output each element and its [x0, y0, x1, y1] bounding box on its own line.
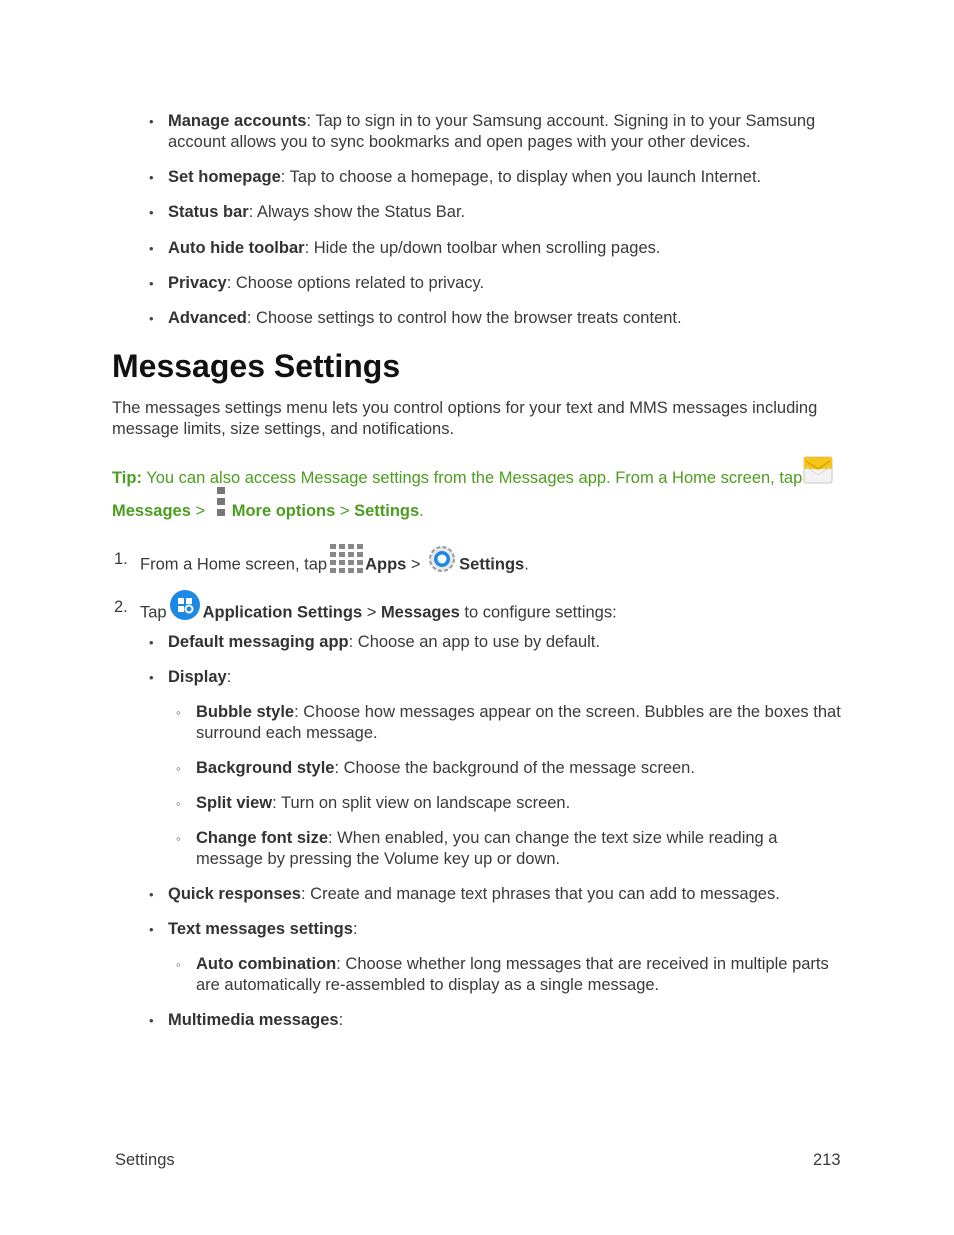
- intro-paragraph: The messages settings menu lets you control options for your text and MMS messages including message limits, size settings, and notifications.: [112, 399, 818, 438]
- bullet-display: • Display:: [168, 667, 848, 688]
- tip-more-options: More options: [231, 502, 336, 520]
- bullet-status-bar: • Status bar: Always show the Status Bar.: [168, 202, 848, 223]
- envelope-icon: [803, 455, 833, 485]
- bullet-privacy: • Privacy: Choose options related to privacy.: [168, 273, 848, 294]
- vertical-dots-icon: [214, 487, 228, 517]
- footer-page-number: 213: [813, 1151, 841, 1169]
- tip-settings: Settings: [354, 502, 420, 520]
- tip-messages-link: Messages: [112, 502, 191, 520]
- bullet-advanced: • Advanced: Choose settings to control how the browser treats content.: [168, 308, 848, 329]
- bullet-manage-accounts: • Manage accounts: Tap to sign in to your Samsung account. Signing in to your Samsung account allows you to sync bookmarks and open pages with your other devices.: [168, 111, 848, 153]
- tip-text: You can also access Message settings from the Messages app. From a Home screen, tap: [141, 469, 803, 487]
- footer-section: Settings: [115, 1151, 175, 1169]
- section-heading: Messages Settings: [112, 348, 401, 384]
- sub-bullet-change-font-size: ◦ Change font size: When enabled, you can change the text size while reading a message by pressing the Volume key up or down.: [196, 828, 796, 870]
- step-number: 1.: [114, 550, 128, 568]
- step-2: Tap Application Settings > Messages to configure settings:: [140, 597, 617, 629]
- apps-grid-icon: [329, 543, 365, 575]
- step-number: 2.: [114, 598, 128, 616]
- bullet-set-homepage: • Set homepage: Tap to choose a homepage, to display when you launch Internet.: [168, 167, 848, 188]
- bullet-quick-responses: • Quick responses: Create and manage text phrases that you can add to messages.: [168, 884, 848, 905]
- step-1: From a Home screen, tap Apps > Settings.: [140, 549, 529, 581]
- tip-label: Tip:: [112, 469, 142, 487]
- tip-path: Messages > More options > Settings.: [112, 501, 424, 522]
- sub-bullet-background-style: ◦ Background style: Choose the background of the message screen.: [196, 758, 846, 779]
- step-2-messages: Messages: [380, 603, 460, 622]
- sub-bullet-bubble-style: ◦ Bubble style: Choose how messages appear on the screen. Bubbles are the boxes that surround each message.: [196, 702, 846, 744]
- gear-icon: [427, 544, 457, 574]
- app-settings-icon: [169, 589, 201, 621]
- bullet-text-messages-settings: • Text messages settings:: [168, 919, 848, 940]
- bullet-default-messaging-app: • Default messaging app: Choose an app to use by default.: [168, 632, 848, 653]
- sub-bullet-auto-combination: ◦ Auto combination: Choose whether long messages that are received in multiple parts are automatically re-assembled to display as a single message.: [196, 954, 846, 996]
- bullet-auto-hide-toolbar: • Auto hide toolbar: Hide the up/down toolbar when scrolling pages.: [168, 238, 848, 259]
- step-1-apps: Apps: [365, 555, 407, 574]
- step-2-application-settings: Application Settings: [202, 603, 363, 622]
- bullet-multimedia-messages: • Multimedia messages:: [168, 1010, 848, 1031]
- step-1-settings: Settings: [459, 555, 525, 574]
- sub-bullet-split-view: ◦ Split view: Turn on split view on landscape screen.: [196, 793, 846, 814]
